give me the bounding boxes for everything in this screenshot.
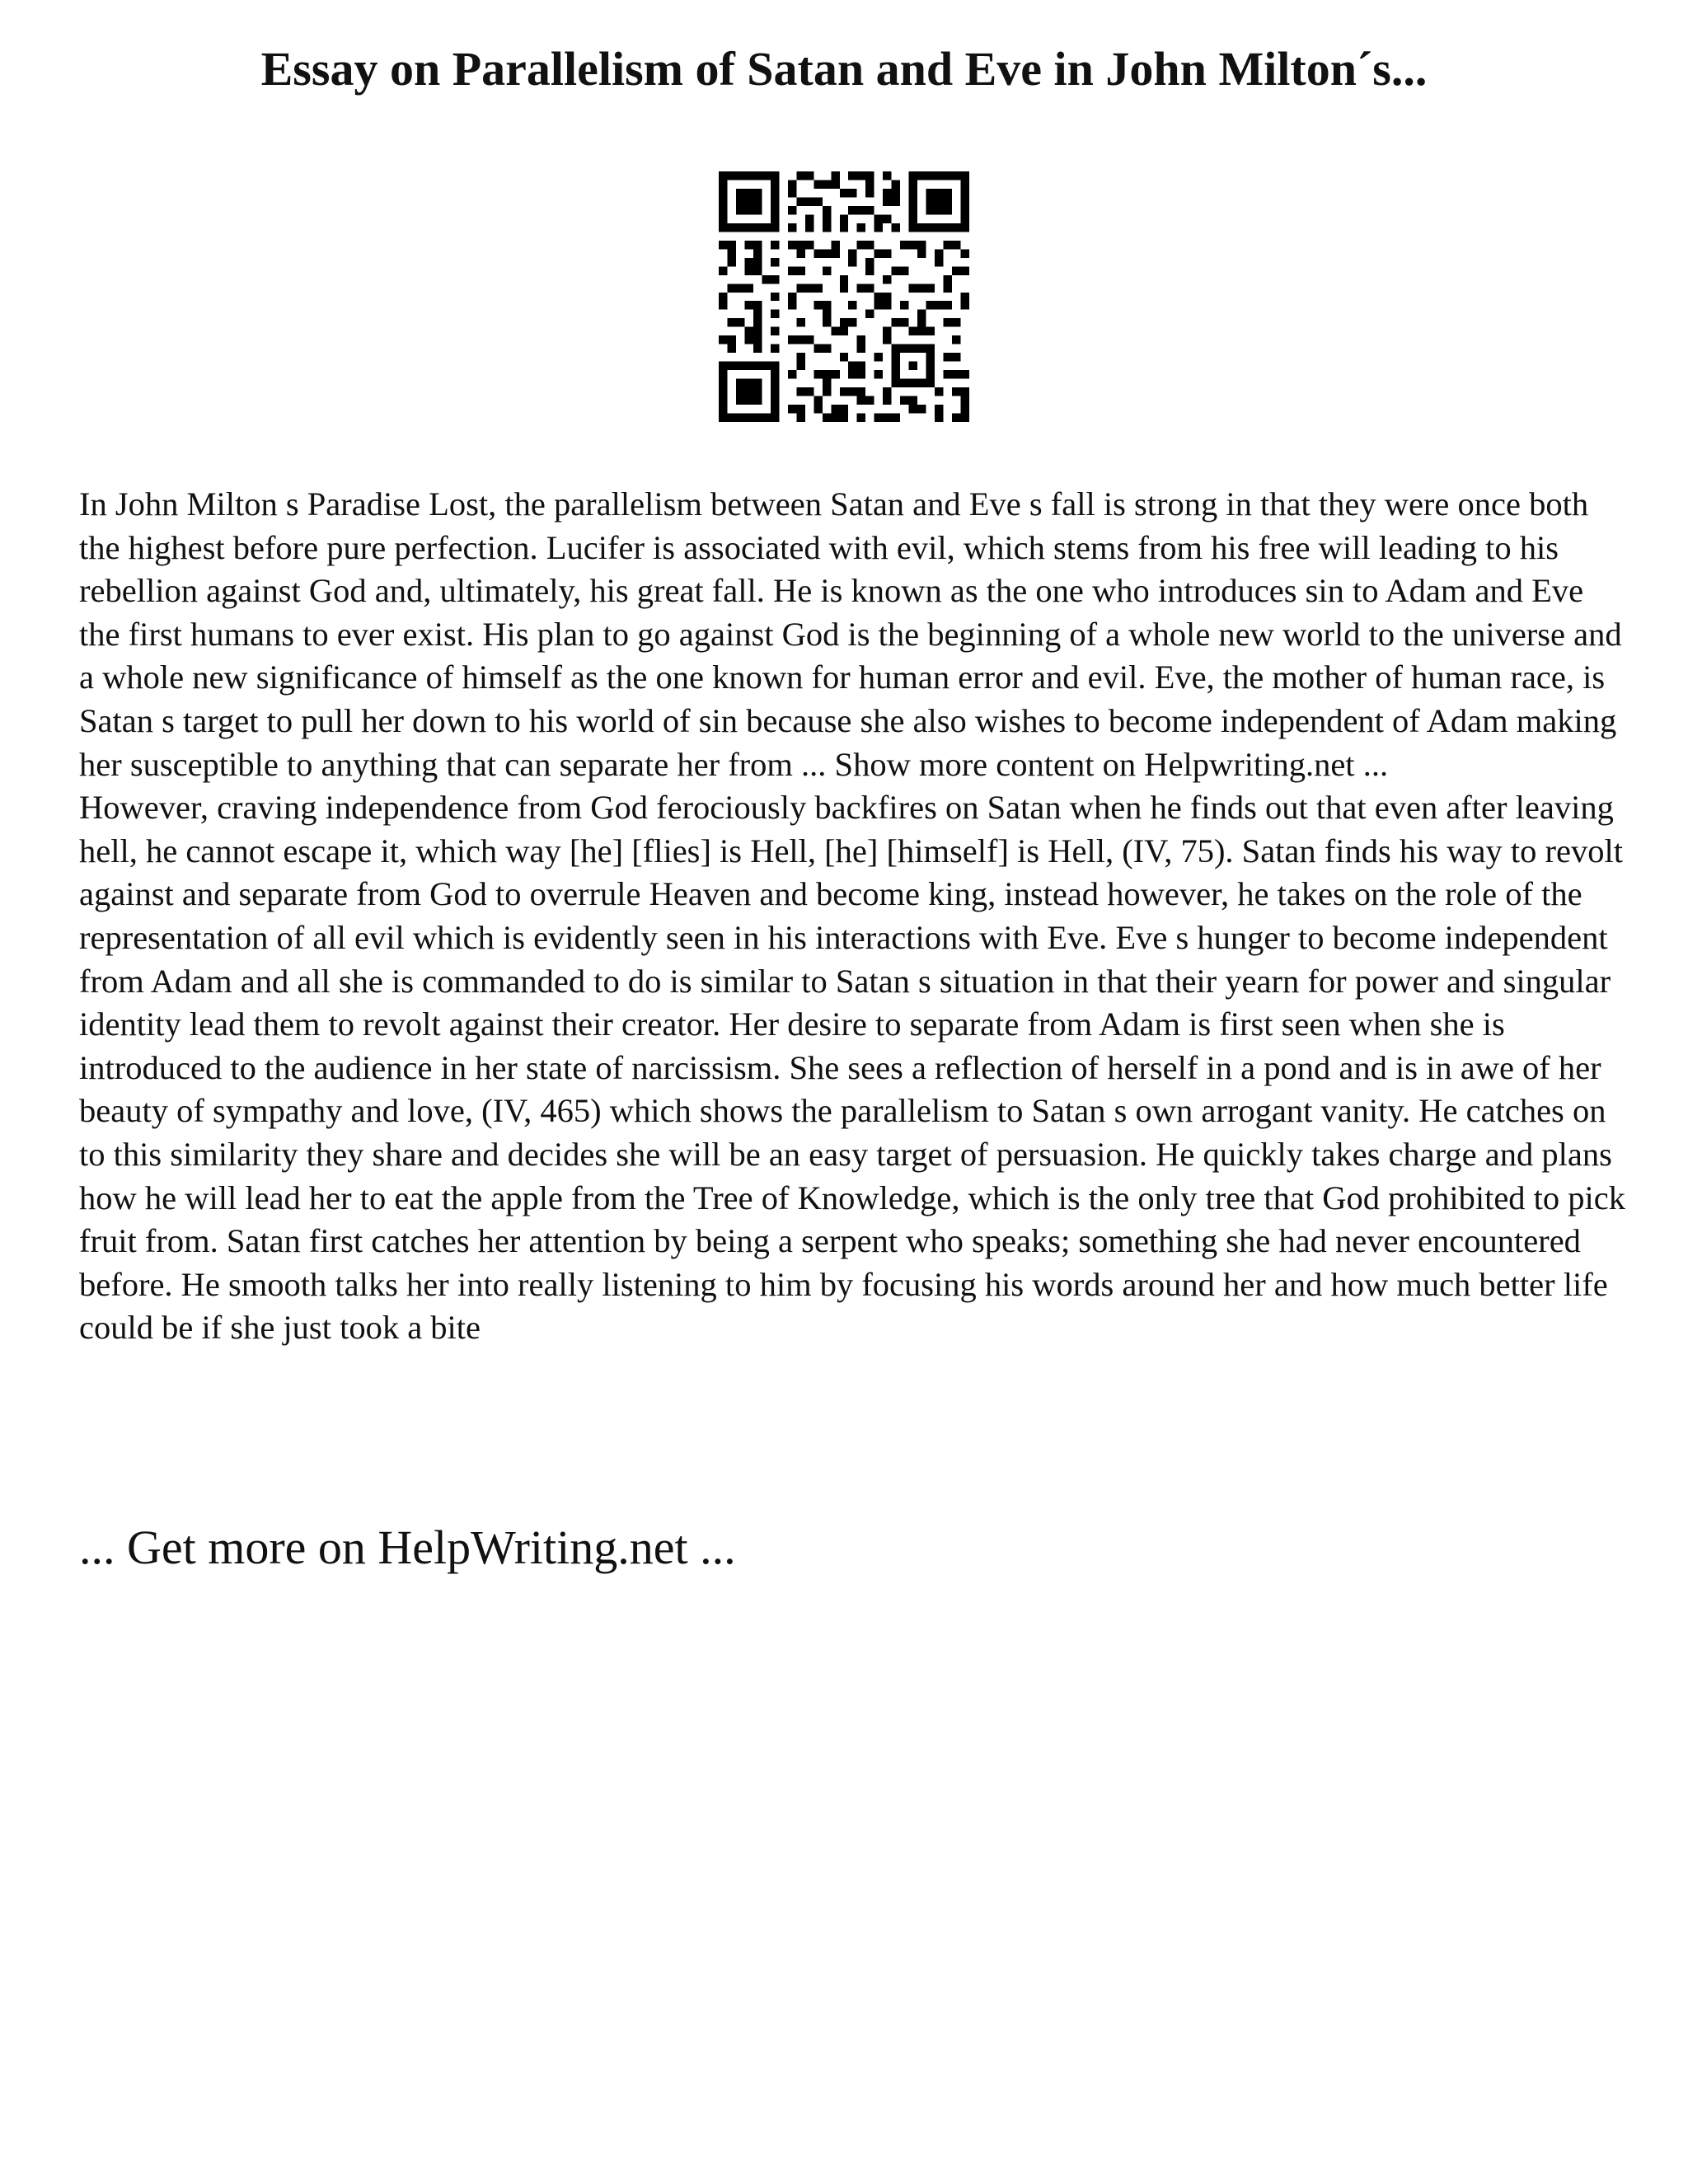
essay-paragraph: In John Milton s Paradise Lost, the parallelism between Satan and Eve s fall is strong in that they were once both the highest before pure perfection. Lucifer is associated with evil, which stems from his free will leading to his rebellion against God and, ultimately, his great fall. He is known as the one who introduces sin to Adam and Eve the first humans to ever exist. His plan to go against God is the beginning of a whole new world to the universe and a whole new significance of himself as the one known for human error and evil. Eve, the mother of human race, is Satan s target to pull her down to his world of sin because she also wishes to become independent of Adam making her susceptible to anything that can separate her from ... Show more content on Helpwriting.net ... [79, 485, 1622, 783]
document-title: Essay on Parallelism of Satan and Eve in John Milton´s... [260, 42, 1428, 96]
essay-paragraph: However, craving independence from God ferociously backfires on Satan when he finds out that even after leaving hell, he cannot escape it, which way [he] [flies] is Hell, [he] [himself] is Hell, (IV, 75). Satan finds his way to revolt against and separate from God to overrule Heaven and become king, instead however, he takes on the role of the representation of all evil which is evidently seen in his interactions with Eve. Eve s hunger to become independent from Adam and all she is commanded to do is similar to Satan s situation in that their yearn for power and singular identity lead them to revolt against their creator. Her desire to separate from Adam is first seen when she is introduced to the audience in her state of narcissism. She sees a reflection of herself in a pond and is in awe of her beauty of sympathy and love, (IV, 465) which shows the parallelism to Satan s own arrogant vanity. He catches on to this similarity they share and decides she will be an easy target of persuasion. He quickly takes charge and plans how he will lead her to eat the apple from the Tree of Knowledge, which is the only tree that God prohibited to pick fruit from. Satan first catches her attention by being a serpent who speaks; something she had never encountered before. He smooth talks her into really listening to him by focusing his words around her and how much better life could be if she just took a bite [79, 789, 1626, 1347]
qr-code-graphic [719, 171, 969, 422]
essay-body [79, 483, 1629, 1350]
qr-code-icon [719, 171, 969, 422]
get-more-link[interactable]: ... Get more on HelpWriting.net ... [79, 1521, 736, 1574]
